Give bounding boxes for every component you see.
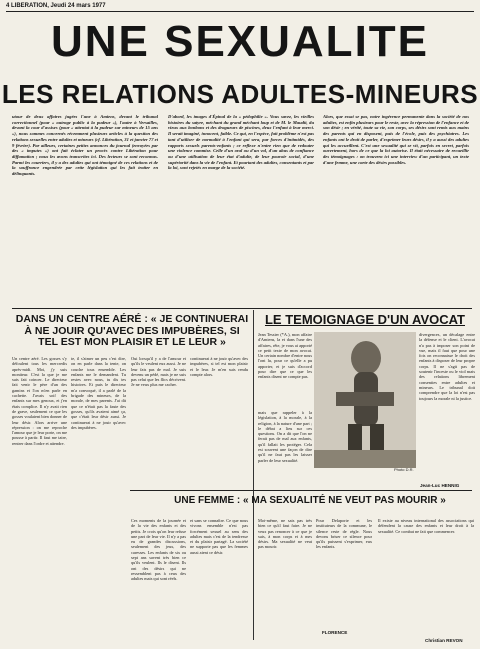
right-article-column-1: Jean Tessier (*A.), mon affaire d'Amiens, la et dans l'une des affaires, rête, je vous ai apporté ce petit texte de mon avocat. Un certain nombre d'entre nous l'ont lu, pour ce qu'elle a pu apporter, et je suis d'accord pour dire que ce que les enfants disent ne compte pas.: [258, 332, 312, 380]
divider-vertical: [253, 310, 254, 640]
intro-column-3: Alors, que essai se pas, notre ingérence permanente dans la société de nos adultes, est enfin plusieurs pour le reste, avec la répression de l'enfance et de son désir ; en vérité, toute sa vie, son corps, ses désirs sont remis aux mains des parents qui en disposent, puis de l'école, puis des psychiatres. Les enfants ont le droit de parler, d'exprimer leurs désirs, il y a aussi des adultes qui les accueillent. C'est une sexualité qui se vit, parfois en secret, parfois ouvertement, hors de ce que la loi autorise. Il était nécessaire de recueillir des témoignages : on trouvera ici une interview d'un participant, un texte d'une femme, une carte des désirs possibles.: [323, 114, 469, 165]
left-article-column-4: continuerai à ne jouir qu'avec des impubères, si tel est mon plaisir et le leur. Je m'en suis rendu compte alors.: [190, 356, 248, 377]
femme-article-headline: UNE FEMME : « MA SEXUALITÉ NE VEUT PAS MOURIR »: [174, 495, 446, 506]
intro-column-2: D'abord, les images d'Épinal de la « pédophilie ». Vous savez, les vieilles histoires du satyre, méchant du grand méchant loup et de M. le Maudit, du vieux aux bonbons et des dragueurs de piscines, deux l'enfant à leur merci. Il serait imaginé, innocent, faible. Ce qui, en l'espèce, fait problème n'est pas tant d'utiliser de normalité à l'enfant qui sera, par forces d'intimidés, des rapports sexuels parents-enfants ; ce reflexe n'entre rien que de redouter une violence commise. Celle d'un oral ou d'un vol, d'un abus de confiance ou d'une utilisation de leur état d'adulte, de leur pouvoir social, d'une supériorité dans la vie de l'enfant. Et pourtant des adultes, consentants et par la loi, sont rejetés en marge de la société.: [168, 114, 314, 171]
femme-article-column-3: Moi-même, ne sais pas très bien ce qu'il faut faire. Je ne veux pas renoncer à ce que je suis, à mon corps et à mes désirs. Ma sexualité ne veut pas mourir.: [258, 518, 312, 550]
right-article-column-3: divergences, un décalage entre la défense et le client. L'avocat n'a pas à imposer son point de vue, mais il faut que pour une fois on reconnaisse le droit des enfants à disposer de leur propre corps. Il ne s'agit pas de soutenir l'inceste ou le viol mais des relations librement consenties entre adultes et mineurs. Le tribunal doit comprendre que la loi n'est pas toujours la morale ni la justice.: [419, 332, 475, 401]
right-article-headline: LE TEMOIGNAGE D'UN AVOCAT: [264, 312, 465, 327]
intro-column-1: utour de deux affaires jugées l'une à Amiens, devant le tribunal correctionnel (pour « outrage public à la pudeur »), l'autre à Versailles, devant la cour d'assises (pour « attentat à la pudeur sur mineurs de 15 ans »), nous sommes concernés récemment plusieurs articles à la question des relations sexuelles entre adultes et mineurs (cf. Libération, 31 et janvier 77 et 9 février). Par ailleurs, certaines petites annonces du journal (envoyées par des « imputes ») ont fait éclater un procès contre Libération pour diffamation ; nous les avons transcrites ici. Des lecteurs se sont reconnus. Parmi les courriers, il y a des adultes qui ont témoigné de ces relations et de la souffrance engendrée par cette législation qui les fait traiter en délinquants.: [12, 114, 158, 177]
left-article-column-3: Oui lorsqu'il y a de l'amour et qu'ils le veulent eux aussi. Je ne leur fais pas de mal. Je suis devenu un pédé, mais je ne suis pas celui que les flics décrivent. Je ne veux plus me cacher.: [131, 356, 186, 388]
right-article-column-2: mais que rappeler à la législation, à la morale, à la religion, à la nature d'une part ; le débat a lieu sur ces questions. On a dit que l'on ne ferait pas de mal aux enfants, qu'il fallait les protéger. Cela est souvent une façon de dire qu'il ne faut pas les laisser parler de leur sexualité.: [258, 410, 312, 463]
divider-horizontal: [12, 308, 472, 309]
photo-credit: Photo D.R.: [394, 467, 414, 472]
left-article-headline: DANS UN CENTRE AÉRÉ : « JE CONTINUERAI À NE JOUIR QU'AVEC DES IMPUBÈRES, SI TEL EST MON PLAISIR ET LE LEUR »: [15, 313, 249, 348]
page-title: UNE SEXUALITE: [50, 17, 430, 66]
left-article-column-2: te, il s'aimer un peu c'est dire, on en parle dans la tente, on couche tous ensemble. Les enfants me le demandent. Tu restes avec nous, tu dis tes histoires. Et puis le directeur m'a convoqué, il a parlé de la brigade des mineurs, de la morale, de mes parents. J'ai dit que ce n'était pas la faute des gosses, qu'ils avaient aimé ça, que c'était leur désir aussi. Je continuerai à ne jouir qu'avec des impubères.: [71, 356, 126, 430]
photo-figure-illustration: [314, 332, 416, 468]
left-article-column-1: Un centre aéré. Les gosses s'y défoulent tous les mercredis après-midi. Moi, j'y suis moniteur. C'est la que je me suis fait coincer. Le directeur fait venir le père d'un des gamins et l'on m'en parle en cachette. J'avais soif des enfants sur mes genoux, et j'en étais complice. Il n'y avait rien de grave, seulement ce que les gosses voulaient bien donner de leur désir. Alors arrive une répression : on me reproche l'amour que je leur porte, on me pousse à partir. Il faut me taire, rentrer dans l'ordre et attendre.: [12, 356, 67, 446]
masthead: 4 LIBERATION, Jeudi 24 mars 1977: [6, 3, 474, 12]
right-article-signature: Jean-Luc HENNIG: [420, 483, 460, 488]
femme-article-column-1: Ces moments de la journée et de la vie des enfants et des petits. Je crois qu'on leur refuse une part de leur vie. Il n'y a pas eu de grandes discussions, seulement des jeux, des caresses. Les enfants de six ou sept ans savent très bien ce qu'ils veulent. Ils le disent. Ils ont des désirs qui ne ressemblent pas à ceux des adultes mais qui sont réels.: [131, 518, 186, 582]
page-subtitle: LES RELATIONS ADULTES-MINEURS: [1, 79, 479, 109]
femme-article-column-2: et sans se connaître. Ce que nous vivons ensemble n'est pas forcément sexuel au sens des adultes mais c'est de la tendresse et du plaisir partagé. La société ne supporte pas que les femmes aussi aient ce désir.: [190, 518, 248, 555]
femme-article-column-4: Pour Delaporte et les instituteurs de la commune, le silence reste de règle. Nous devons briser ce silence pour qu'ils puissent s'exprimer, eux les enfants.: [316, 518, 372, 550]
femme-article-column-5: Il existe au niveau international des associations qui défendent la cause des enfants et leur droit à la sexualité. Ce combat ne fait que commencer.: [378, 518, 474, 534]
femme-article-author: Christian REVON: [425, 638, 463, 643]
femme-article-signature: FLORENCE: [322, 630, 348, 635]
article-photo: [314, 332, 416, 468]
divider-femme: [130, 490, 472, 491]
